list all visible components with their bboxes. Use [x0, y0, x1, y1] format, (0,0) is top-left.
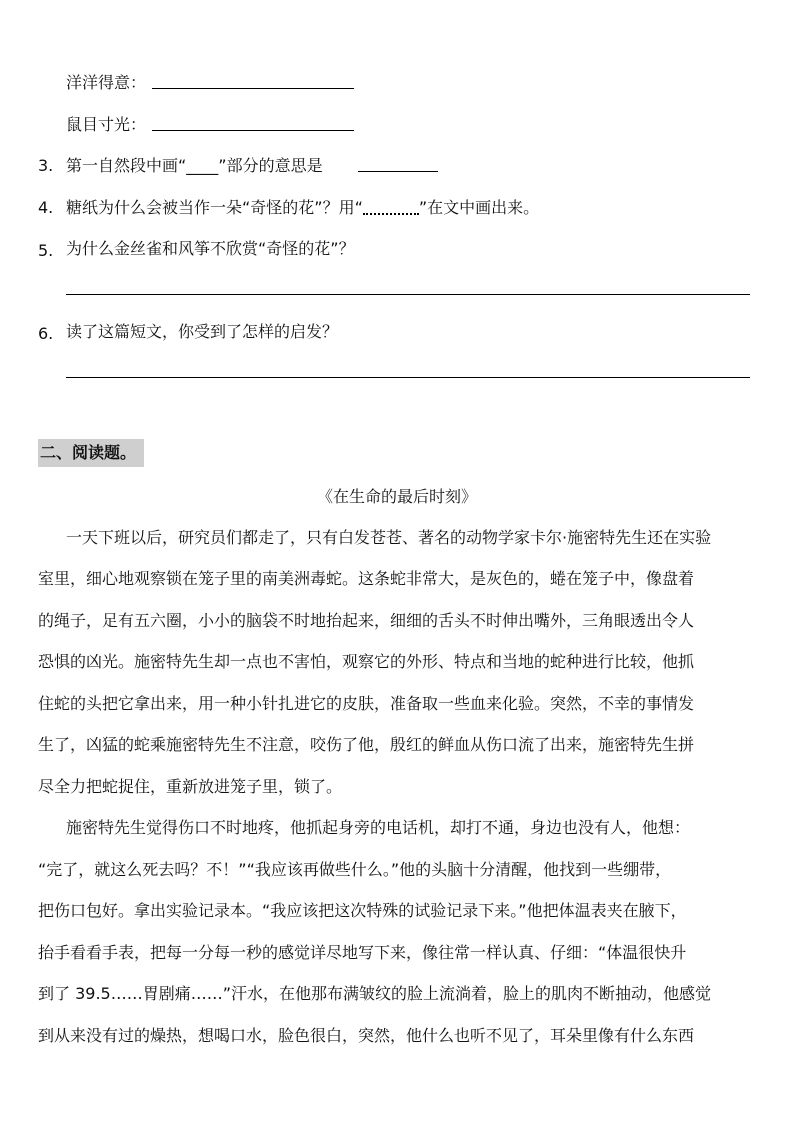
- answer-line-5[interactable]: [66, 294, 750, 295]
- question-number-6: 6.: [38, 324, 54, 343]
- article-line: 抬手看看手表，把每一分每一秒的感觉详尽地写下来，像往常一样认真、仔细：“体温很快升: [38, 943, 687, 962]
- article-line: 一天下班以后，研究员们都走了，只有白发苍苍、著名的动物学家卡尔·施密特先生还在实验: [66, 528, 712, 547]
- answer-blank-2[interactable]: [152, 130, 354, 131]
- article-line: 室里，细心地观察锁在笼子里的南美洲毒蛇。这条蛇非常大，是灰色的，蜷在笼子中，像盘着: [38, 569, 695, 588]
- question-text-4: [66, 195, 539, 218]
- question-text-6: 读了这篇短文，你受到了怎样的启发？: [66, 322, 339, 341]
- question-text-3: 第一自然段中画“____”部分的意思是: [66, 156, 323, 175]
- answer-blank-3[interactable]: [358, 171, 438, 172]
- question-number-5: 5.: [38, 241, 54, 260]
- answer-line-6[interactable]: [66, 377, 750, 378]
- answer-blank-1[interactable]: [152, 88, 354, 89]
- article-line: 住蛇的头把它拿出来，用一种小针扎进它的皮肤，准备取一些血来化验。突然，不幸的事情发: [38, 694, 695, 713]
- article-line: “完了，就这么死去吗？不！”“我应该再做些什么。”他的头脑十分清醒，他找到一些绷带，: [38, 860, 672, 879]
- question-text-4b: ”在文中画出来。: [418, 198, 540, 217]
- question-text-4a: 糖纸为什么会被当作一朵“奇怪的花”？用“: [66, 198, 363, 217]
- article-line: 恐惧的凶光。施密特先生却一点也不害怕，观察它的外形、特点和当地的蛇种进行比较，他抓: [38, 652, 695, 671]
- article-title: 《在生命的最后时刻》: [316, 487, 477, 506]
- question-number-4: 4.: [38, 198, 54, 217]
- wavy-underline-mark: [363, 203, 419, 215]
- article-line: 生了，凶猛的蛇乘施密特先生不注意，咬伤了他，殷红的鲜血从伤口流了出来，施密特先生拼: [38, 735, 695, 754]
- idiom-label-2: 鼠目寸光：: [66, 115, 147, 134]
- question-text-5: 为什么金丝雀和风筝不欣赏“奇怪的花”？: [66, 239, 355, 258]
- article-line: 施密特先生觉得伤口不时地疼，他抓起身旁的电话机，却打不通，身边也没有人，他想：: [66, 818, 691, 837]
- article-line: 的绳子，足有五六圈，小小的脑袋不时地抬起来，细细的舌头不时伸出嘴外，三角眼透出令人: [38, 611, 695, 630]
- idiom-label-1: 洋洋得意：: [66, 73, 147, 92]
- article-line: 尽全力把蛇捉住，重新放进笼子里，锁了。: [38, 777, 343, 796]
- question-number-3: 3.: [38, 156, 54, 175]
- section-title: 二、阅读题。: [38, 439, 144, 467]
- article-line: 到了 39.5……胃剧痛……”汗水，在他那布满皱纹的脸上流淌着，脸上的肌肉不断抽动，他感觉: [38, 984, 712, 1003]
- article-line: 把伤口包好。拿出实验记录本。“我应该把这次特殊的试验记录下来。”他把体温表夹在腋下，: [38, 901, 687, 920]
- article-line: 到从来没有过的燥热，想喝口水，脸色很白，突然，他什么也听不见了，耳朵里像有什么东西: [38, 1026, 695, 1045]
